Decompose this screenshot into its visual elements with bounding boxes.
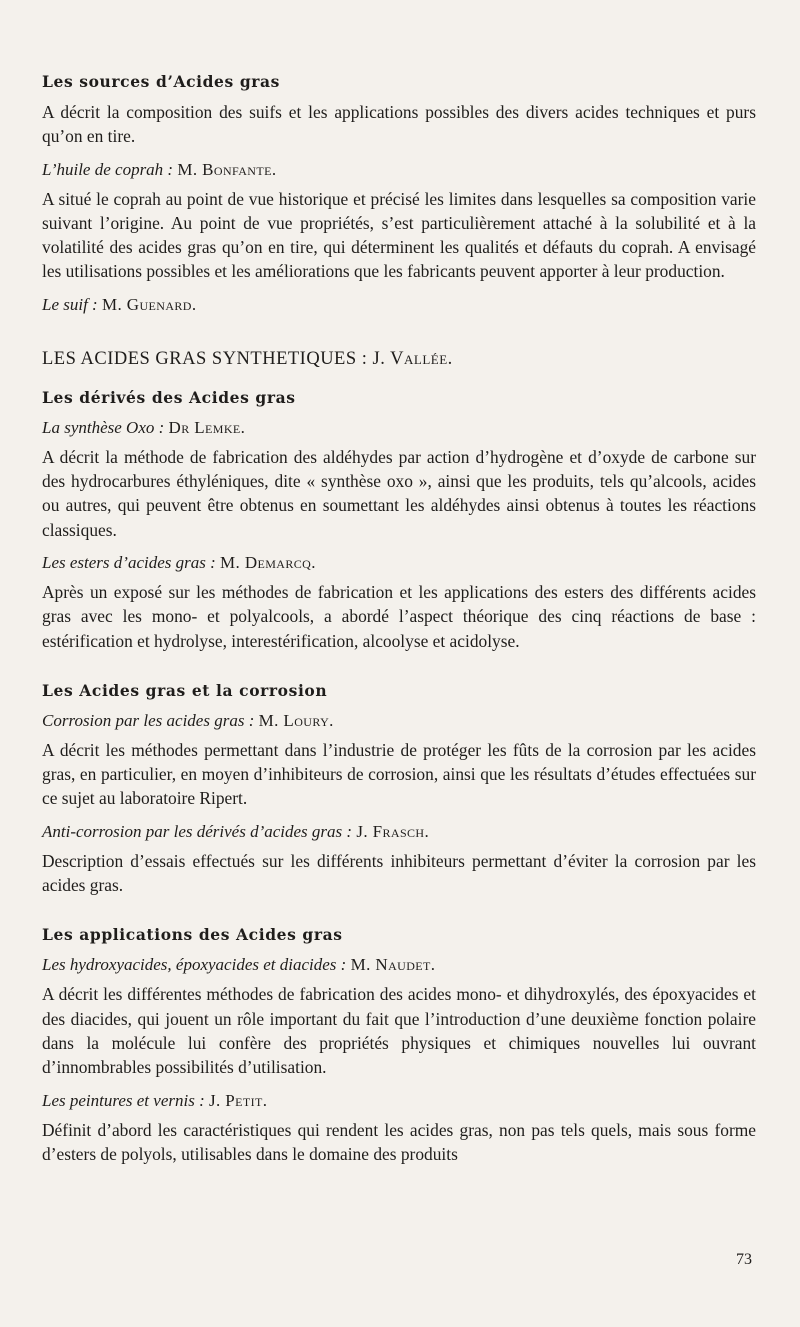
- talk-author: M. Demarcq.: [220, 552, 316, 572]
- page-number: 73: [736, 1251, 752, 1268]
- talk-heading-suif: [42, 293, 756, 317]
- talk-author: M. Bonfante.: [177, 159, 277, 179]
- talk-heading-corrosion: [42, 709, 756, 733]
- talk-author: M. Loury.: [258, 710, 334, 730]
- talk-author: Dr Lemke.: [168, 417, 246, 437]
- paragraph-sources-intro: A décrit la composition des suifs et les applications possibles des divers acides techniques et purs qu’on en tire.: [42, 102, 756, 147]
- talk-author: M. Naudet.: [350, 955, 436, 975]
- talk-title: La synthèse Oxo :: [42, 417, 165, 437]
- synthetic-acids-title: LES ACIDES GRAS SYNTHETIQUES :: [42, 348, 368, 369]
- paragraph-esters: Après un exposé sur les méthodes de fabrication et les applications des esters des différents acides gras avec les mono- et polyalcools, a abordé l’aspect théorique des cinq réactions de base : estérification et hydrolyse, interestérification, alcoolyse et acidolyse.: [42, 581, 756, 651]
- talk-title: Anti-corrosion par les dérivés d’acides gras :: [42, 821, 353, 841]
- talk-heading-anticorrosion: [42, 820, 756, 844]
- paragraph-anticorrosion: Description d’essais effectués sur les différents inhibiteurs permettant d’éviter la corrosion par les acides gras.: [42, 850, 756, 896]
- talk-author: J. Frasch.: [356, 821, 430, 841]
- talk-heading-hydroxyacides: [42, 953, 756, 977]
- talk-title: Corrosion par les acides gras :: [42, 710, 255, 730]
- talk-author: M. Guenard.: [101, 294, 197, 314]
- talk-heading-esters: [42, 551, 756, 575]
- synthetic-acids-author: J. Vallée.: [372, 348, 453, 369]
- talk-heading-coprah: [42, 158, 756, 182]
- paragraph-corrosion: A décrit les méthodes permettant dans l’industrie de protéger les fûts de la corrosion par les acides gras, en particulier, en moyen d’inhibiteurs de corrosion, ainsi que les résultats d’études effectuées sur ce sujet au laboratoire Ripert.: [42, 739, 756, 809]
- paragraph-peintures: Définit d’abord les caractéristiques qui rendent les acides gras, non pas tels quels, mais sous forme d’esters de polyols, utilisables dans le domaine des produits: [42, 1119, 756, 1164]
- paragraph-coprah: A situé le coprah au point de vue historique et précisé les limites dans lesquelles sa composition varie suivant l’origine. Au point de vue propriétés, s’est particulièrement attaché à la solubilité et à la volatilité des acides gras qu’on en tire, qui déterminent les qualités et défauts du coprah. A envisagé les utilisations possibles et les améliorations que les fabricants peuvent apporter à leur production.: [42, 188, 756, 282]
- talk-author: J. Petit.: [208, 1090, 268, 1110]
- section-heading-derives: Les dérivés des Acides gras: [42, 387, 296, 407]
- talk-heading-oxo: [42, 416, 756, 440]
- paragraph-hydroxyacides: A décrit les différentes méthodes de fabrication des acides mono- et dihydroxylés, des époxyacides et des diacides, qui jouent un rôle important du fait que l’introduction d’une deuxième fonction polaire dans la molécule lui confère des propriétés physiques et chimiques nouvelles lui ouvrant d’innombrables possibilités d’utilisation.: [42, 984, 756, 1078]
- document-page: [38, 62, 756, 1175]
- talk-title: Les esters d’acides gras :: [42, 552, 216, 572]
- section-heading-applications: Les applications des Acides gras: [42, 925, 343, 945]
- synthetic-acids-line: [42, 349, 756, 370]
- talk-title: Les hydroxyacides, époxyacides et diacides :: [42, 955, 347, 975]
- talk-heading-peintures: [42, 1089, 756, 1113]
- talk-title: L’huile de coprah :: [42, 159, 174, 179]
- talk-title: Les peintures et vernis :: [42, 1090, 205, 1110]
- talk-title: Le suif :: [42, 294, 98, 314]
- section-heading-sources: Les sources d’Acides gras: [42, 72, 280, 91]
- section-heading-corrosion: Les Acides gras et la corrosion: [42, 680, 328, 700]
- paragraph-oxo: A décrit la méthode de fabrication des aldéhydes par action d’hydrogène et d’oxyde de carbone sur des hydrocarbures éthyléniques, dite « synthèse oxo », ainsi que les produits, tels qu’alcools, acides ou autres, qui peuvent être obtenus en soumettant les aldéhydes ainsi obtenus à toutes les réactions classiques.: [42, 446, 756, 540]
